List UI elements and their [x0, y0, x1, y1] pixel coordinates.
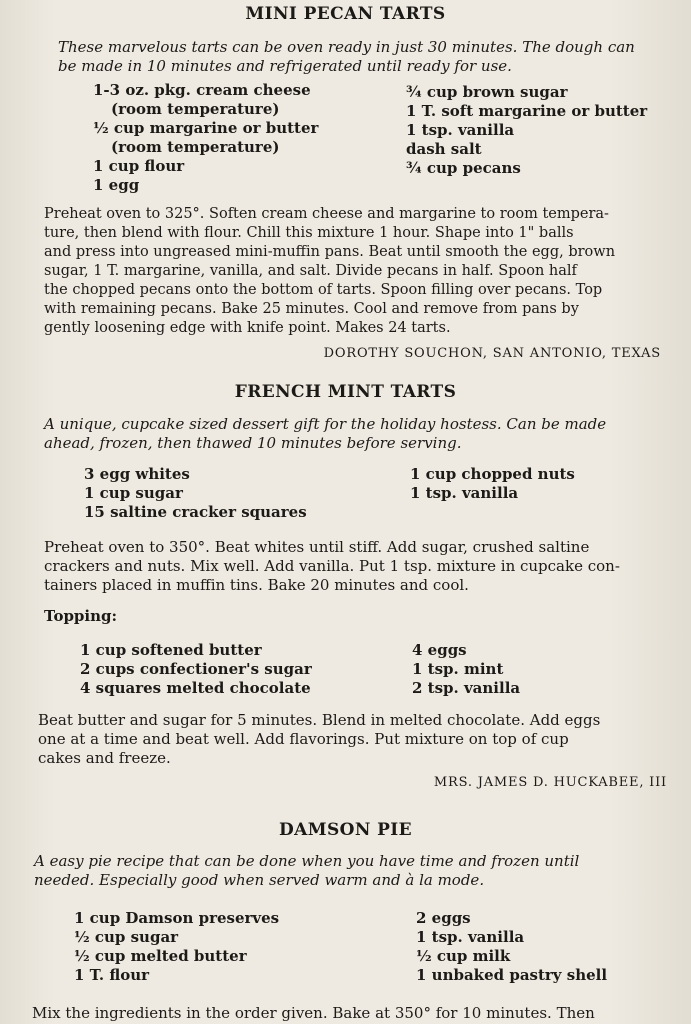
ingredients-right — [416, 909, 607, 985]
ingredient: ¾ cup brown sugar — [406, 83, 568, 101]
recipe-intro — [34, 852, 579, 890]
recipe-intro — [58, 38, 635, 76]
ingredient: 1 egg — [93, 176, 140, 194]
recipe-credit: DOROTHY SOUCHON, SAN ANTONIO, TEXAS — [323, 346, 661, 361]
ingredient: 1 T. flour — [74, 966, 150, 984]
intro-line: These marvelous tarts can be oven ready in just 30 minutes. The dough can — [58, 38, 635, 56]
directions-line: gently loosening edge with knife point. Makes 24 tarts. — [44, 320, 451, 336]
ingredient: ¾ cup pecans — [406, 159, 521, 177]
ingredient: dash salt — [406, 140, 482, 158]
ingredient: 15 saltine cracker squares — [84, 503, 307, 521]
ingredient: 1 cup softened butter — [80, 641, 262, 659]
directions-line: Mix the ingredients in the order given. Bake at 350° for 10 minutes. Then — [32, 1004, 595, 1022]
recipe-title-french-mint-tarts: FRENCH MINT TARTS — [234, 382, 457, 402]
directions-line: cakes and freeze. — [38, 749, 171, 767]
ingredient: 1 cup flour — [93, 157, 185, 175]
directions-line: and press into ungreased mini-muffin pans. Beat until smooth the egg, brown — [44, 244, 616, 260]
recipe-directions — [44, 538, 620, 595]
recipe-directions — [32, 1004, 595, 1023]
ingredient: 1 unbaked pastry shell — [416, 966, 608, 984]
ingredient: 1 tsp. mint — [412, 660, 504, 678]
ingredients-right — [410, 465, 575, 503]
ingredient: 3 egg whites — [84, 465, 190, 483]
ingredient: 1-3 oz. pkg. cream cheese — [93, 81, 311, 99]
directions-line: crackers and nuts. Mix well. Add vanilla. Put 1 tsp. mixture in cupcake con- — [44, 557, 620, 575]
ingredient: 1 T. soft margarine or butter — [406, 102, 648, 120]
directions-line: Preheat oven to 325°. Soften cream cheese and margarine to room tempera- — [44, 206, 609, 222]
ingredients-right — [406, 83, 647, 178]
ingredient: 4 squares melted chocolate — [80, 679, 311, 697]
ingredient: 1 tsp. vanilla — [416, 928, 525, 946]
intro-line: A unique, cupcake sized dessert gift for the holiday hostess. Can be made — [44, 415, 607, 433]
directions-line: Beat butter and sugar for 5 minutes. Blend in melted chocolate. Add eggs — [38, 711, 601, 729]
ingredient: ½ cup sugar — [74, 928, 179, 946]
ingredient: 2 eggs — [416, 909, 471, 927]
ingredients-left — [74, 909, 279, 985]
directions-line: tainers placed in muffin tins. Bake 20 minutes and cool. — [44, 576, 469, 594]
topping-ingredients-right — [412, 641, 520, 698]
ingredient: 1 tsp. vanilla — [410, 484, 519, 502]
ingredient: 4 eggs — [412, 641, 467, 659]
recipe-title-damson-pie: DAMSON PIE — [279, 820, 412, 840]
directions-line: the chopped pecans onto the bottom of tarts. Spoon filling over pecans. Top — [44, 282, 603, 298]
recipe-title-mini-pecan-tarts: MINI PECAN TARTS — [245, 4, 446, 24]
ingredient: ½ cup melted butter — [74, 947, 247, 965]
ingredients-left — [84, 465, 307, 522]
ingredient: 1 tsp. vanilla — [406, 121, 515, 139]
intro-line: be made in 10 minutes and refrigerated until ready for use. — [58, 57, 512, 75]
directions-line: with remaining pecans. Bake 25 minutes. Cool and remove from pans by — [44, 301, 579, 317]
topping-heading: Topping: — [44, 607, 118, 625]
directions-line: sugar, 1 T. margarine, vanilla, and salt. Divide pecans in half. Spoon half — [44, 263, 577, 279]
intro-line: ahead, frozen, then thawed 10 minutes before serving. — [44, 434, 462, 452]
ingredients-left — [93, 81, 318, 195]
topping-directions — [38, 711, 600, 768]
ingredient: 2 cups confectioner's sugar — [80, 660, 312, 678]
ingredient: ½ cup milk — [416, 947, 511, 965]
ingredient: ½ cup margarine or butter — [93, 119, 319, 137]
directions-line: Preheat oven to 350°. Beat whites until stiff. Add sugar, crushed saltine — [44, 538, 590, 556]
ingredient: 2 tsp. vanilla — [412, 679, 521, 697]
ingredient: 1 cup chopped nuts — [410, 465, 575, 483]
ingredient: 1 cup Damson preserves — [74, 909, 280, 927]
directions-line: ture, then blend with flour. Chill this mixture 1 hour. Shape into 1" balls — [44, 225, 574, 241]
recipe-credit: MRS. JAMES D. HUCKABEE, III — [433, 775, 667, 790]
ingredient: (room temperature) — [111, 100, 280, 118]
directions-line: one at a time and beat well. Add flavorings. Put mixture on top of cup — [38, 730, 569, 748]
recipe-intro — [44, 415, 606, 453]
ingredient: (room temperature) — [111, 138, 280, 156]
intro-line: A easy pie recipe that can be done when you have time and frozen until — [34, 852, 580, 870]
ingredient: 1 cup sugar — [84, 484, 183, 502]
topping-ingredients-left — [80, 641, 312, 698]
recipe-directions — [44, 205, 615, 338]
intro-line: needed. Especially good when served warm and à la mode. — [34, 871, 485, 889]
